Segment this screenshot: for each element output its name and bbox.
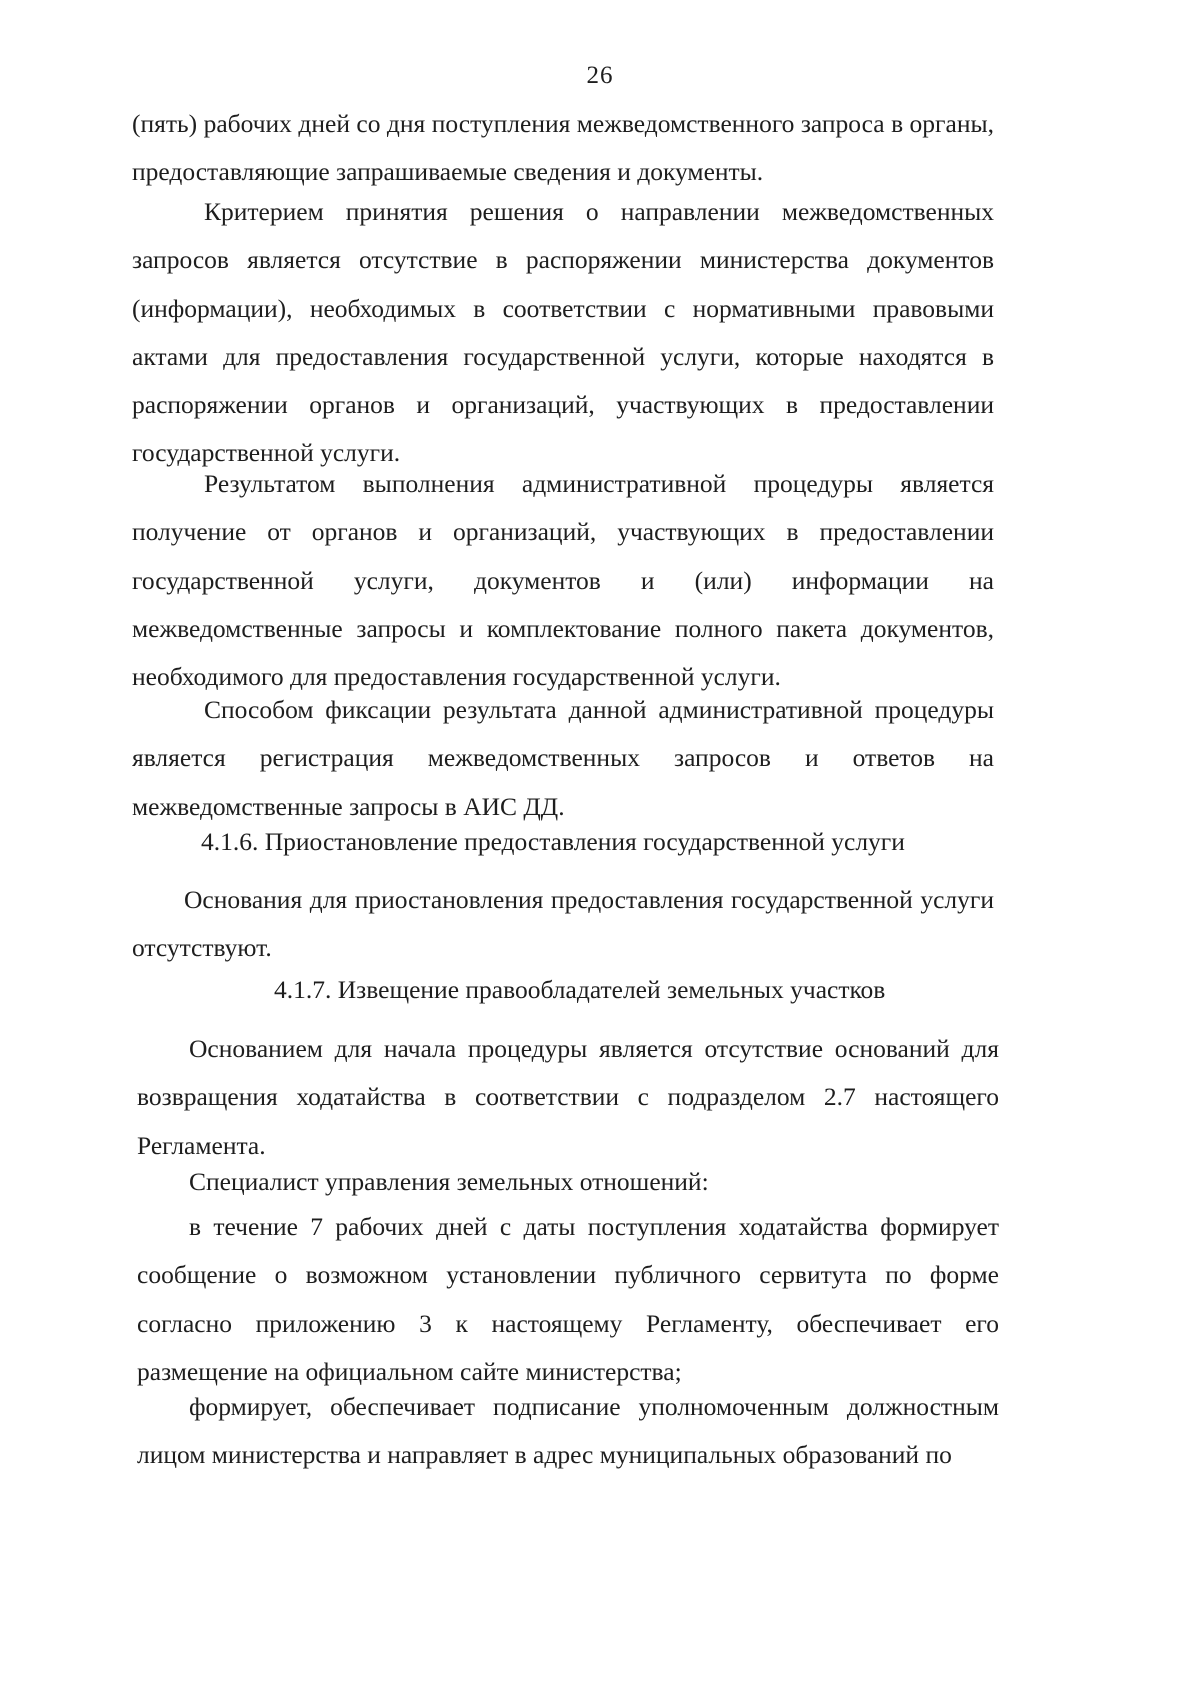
paragraph-suspension: Основания для приостановления предоставления государственной услуги отсутствуют. [132, 885, 994, 963]
section-heading-4-1-6: 4.1.6. Приостановление предоставления государственной услуги [201, 827, 905, 856]
paragraph-result: Результатом выполнения административной процедуры является получение от органов и организаций, участвующих в предоставлении государственной услуги, документов и (или) информации на межведомственные запросы и комплектование полного пакета документов, необходимого для предоставления государственной услуги. [132, 469, 994, 692]
paragraph-within-7-days: в течение 7 рабочих дней с даты поступления ходатайства формирует сообщение о возможном установлении публичного сервитута по форме согласно приложению 3 к настоящему Регламенту, обеспечивает его размещение на официальном сайте министерства; [137, 1212, 999, 1386]
paragraph-continuation: (пять) рабочих дней со дня поступления межведомственного запроса в органы, предоставляющие запрашиваемые сведения и документы. [132, 109, 994, 187]
paragraph-forms-and-sends: формирует, обеспечивает подписание уполномоченным должностным лицом министерства и направляет в адрес муниципальных образований по [137, 1392, 999, 1470]
paragraph-specialist: Специалист управления земельных отношений: [189, 1167, 709, 1196]
paragraph-fixation: Способом фиксации результата данной административной процедуры является регистрация межведомственных запросов и ответов на межведомственные запросы в АИС ДД. [132, 695, 994, 821]
section-heading-4-1-7: 4.1.7. Извещение правообладателей земельных участков [274, 975, 886, 1004]
paragraph-basis: Основанием для начала процедуры является отсутствие оснований для возвращения ходатайства в соответствии с подразделом 2.7 настоящего Регламента. [137, 1034, 999, 1160]
paragraph-criteria: Критерием принятия решения о направлении межведомственных запросов является отсутствие в распоряжении министерства документов (информации), необходимых в соответствии с нормативными правовыми актами для предоставления государственной услуги, которые находятся в распоряжении органов и организаций, участвующих в предоставлении государственной услуги. [132, 197, 994, 468]
page-number: 26 [586, 62, 614, 89]
